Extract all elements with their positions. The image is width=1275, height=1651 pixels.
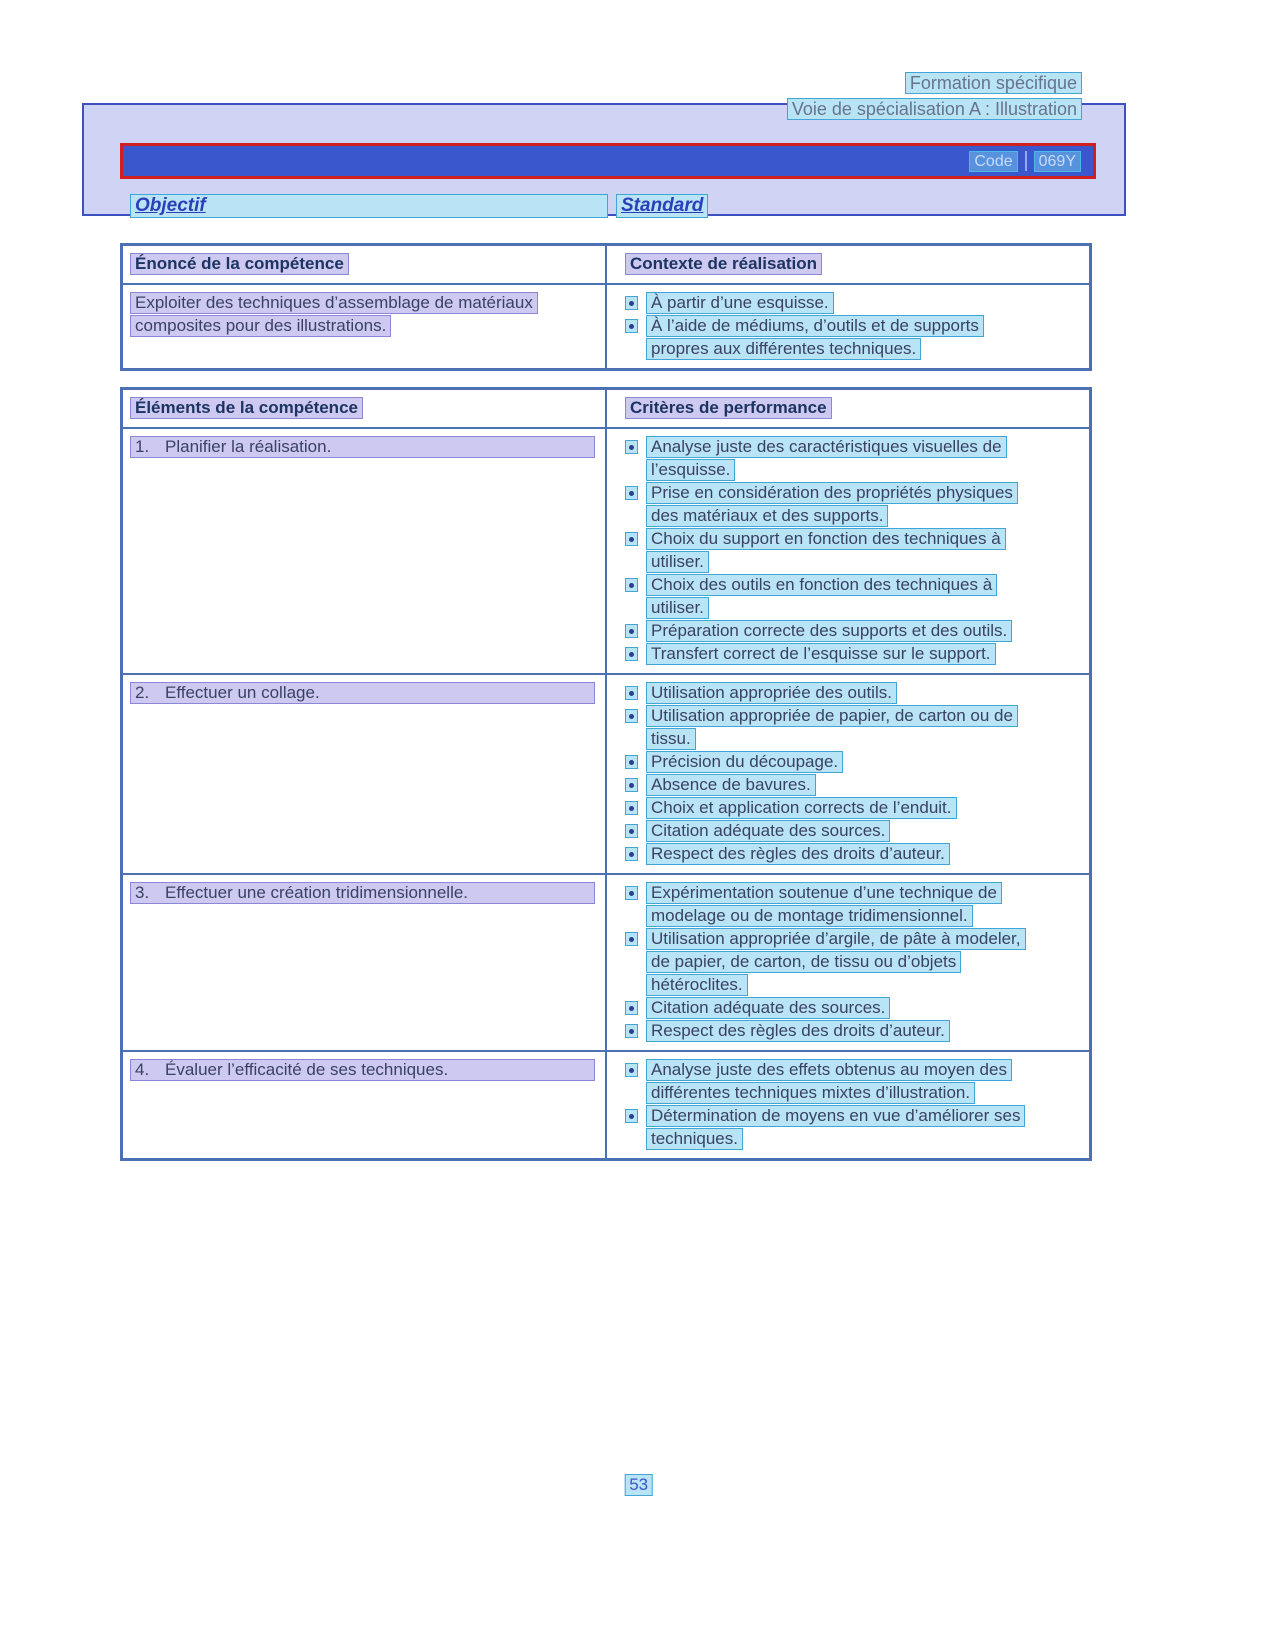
element-label-text: Effectuer une création tridimensionnelle. xyxy=(165,883,469,902)
bullet-icon xyxy=(625,1001,638,1015)
element-label xyxy=(130,1059,595,1081)
criteria-cell xyxy=(607,675,1089,873)
header-voie-specialisation: Voie de spécialisation A : Illustration xyxy=(787,98,1082,120)
bullet-icon xyxy=(625,1063,638,1077)
criteria-line: Choix et application corrects de l’enduit. xyxy=(646,797,957,819)
criteria-line: tissu. xyxy=(646,728,696,750)
element-label-cell xyxy=(123,429,607,673)
criteria-line-wrap xyxy=(646,551,1079,573)
objectif-label: Objectif xyxy=(130,194,608,218)
element-number: 4. xyxy=(135,1060,150,1079)
criteria-line: Utilisation appropriée des outils. xyxy=(646,682,897,704)
criteria-line: Citation adéquate des sources. xyxy=(646,997,890,1019)
bullet-icon xyxy=(625,532,638,546)
criteria-line-wrap xyxy=(646,620,1079,642)
statement-line: composites pour des illustrations. xyxy=(130,315,391,337)
criteria-line: Prise en considération des propriétés physiques xyxy=(646,482,1018,504)
bullet-item xyxy=(625,436,1079,482)
criteria-line-wrap xyxy=(646,436,1079,458)
statement-line-wrap xyxy=(130,292,595,314)
bullet-item xyxy=(625,482,1079,528)
criteria-line: Analyse juste des caractéristiques visuelles de xyxy=(646,436,1007,458)
bullet-item xyxy=(625,997,1079,1020)
bullet-text xyxy=(646,820,1079,843)
bullet-text xyxy=(646,482,1079,528)
element-number: 1. xyxy=(135,437,150,456)
bullet-text xyxy=(646,315,1079,361)
criteria-line: Utilisation appropriée de papier, de carton ou de xyxy=(646,705,1018,727)
bullet-icon xyxy=(625,319,638,333)
criteria-line-wrap xyxy=(646,951,1079,973)
bullet-item xyxy=(625,682,1079,705)
element-label-text: Effectuer un collage. xyxy=(165,683,320,702)
criteria-line: propres aux différentes techniques. xyxy=(646,338,921,360)
bullet-icon xyxy=(625,296,638,310)
criteria-cell xyxy=(607,875,1089,1050)
code-label: Code xyxy=(969,151,1017,172)
statement-line: Exploiter des techniques d’assemblage de matériaux xyxy=(130,292,538,314)
bullet-text xyxy=(646,751,1079,774)
bullet-item xyxy=(625,1105,1079,1151)
header-criteres-performance: Critères de performance xyxy=(625,397,832,419)
context-bullets-cell xyxy=(607,285,1089,368)
bullet-item xyxy=(625,843,1079,866)
criteria-line-wrap xyxy=(646,1059,1079,1081)
bullet-item xyxy=(625,643,1079,666)
competence-table-header xyxy=(123,246,1089,285)
criteria-line-wrap xyxy=(646,974,1079,996)
standard-label: Standard xyxy=(616,194,708,218)
header-line-wrap xyxy=(787,98,1082,120)
criteria-line: techniques. xyxy=(646,1128,743,1150)
criteria-line: Expérimentation soutenue d’une technique de xyxy=(646,882,1002,904)
criteria-line: Respect des règles des droits d’auteur. xyxy=(646,843,950,865)
bullet-item xyxy=(625,620,1079,643)
bullet-text xyxy=(646,997,1079,1020)
element-label-cell xyxy=(123,875,607,1050)
bullet-icon xyxy=(625,847,638,861)
competence-table xyxy=(120,243,1092,371)
bullet-text xyxy=(646,292,1079,315)
criteria-line-wrap xyxy=(646,774,1079,796)
criteria-line: Respect des règles des droits d’auteur. xyxy=(646,1020,950,1042)
bullet-text xyxy=(646,528,1079,574)
bullet-icon xyxy=(625,755,638,769)
bullet-icon xyxy=(625,486,638,500)
bullet-item xyxy=(625,928,1079,997)
bullet-icon xyxy=(625,1109,638,1123)
code-value: 069Y xyxy=(1034,151,1081,172)
element-label-text: Planifier la réalisation. xyxy=(165,437,332,456)
bullet-text xyxy=(646,1059,1079,1105)
criteria-line-wrap xyxy=(646,292,1079,314)
criteria-line: de papier, de carton, de tissu ou d’objets xyxy=(646,951,961,973)
bullet-item xyxy=(625,1020,1079,1043)
criteria-line: Utilisation appropriée d’argile, de pâte à modeler, xyxy=(646,928,1026,950)
elements-table-header xyxy=(123,390,1089,429)
header-cell-criteres xyxy=(607,390,1089,427)
criteria-line-wrap xyxy=(646,905,1079,927)
header-enonce-competence: Énoncé de la compétence xyxy=(130,253,349,275)
criteria-line: À l’aide de médiums, d’outils et de supports xyxy=(646,315,984,337)
bullet-icon xyxy=(625,932,638,946)
criteria-line-wrap xyxy=(646,843,1079,865)
bullet-item xyxy=(625,705,1079,751)
criteria-line: utiliser. xyxy=(646,597,709,619)
criteria-line: Détermination de moyens en vue d’améliorer ses xyxy=(646,1105,1025,1127)
statement-line-wrap xyxy=(130,315,595,337)
competence-statement-cell xyxy=(123,285,607,368)
bullet-item xyxy=(625,797,1079,820)
bullet-icon xyxy=(625,886,638,900)
element-row xyxy=(123,1050,1089,1158)
criteria-line: Absence de bavures. xyxy=(646,774,816,796)
bullet-item xyxy=(625,820,1079,843)
doc-header xyxy=(787,72,1082,124)
criteria-line-wrap xyxy=(646,574,1079,596)
element-row xyxy=(123,873,1089,1050)
bullet-item xyxy=(625,751,1079,774)
bullet-item xyxy=(625,882,1079,928)
title-band xyxy=(120,143,1096,179)
header-cell-contexte xyxy=(607,246,1089,283)
element-label-text: Évaluer l’efficacité de ses techniques. xyxy=(165,1060,449,1079)
header-cell-enonce xyxy=(123,246,607,283)
bullet-item xyxy=(625,774,1079,797)
bullet-icon xyxy=(625,686,638,700)
bullet-icon xyxy=(625,1024,638,1038)
bullet-text xyxy=(646,1020,1079,1043)
criteria-line-wrap xyxy=(646,597,1079,619)
element-label-cell xyxy=(123,1052,607,1158)
header-line-wrap xyxy=(787,72,1082,94)
criteria-line-wrap xyxy=(646,338,1079,360)
criteria-line: des matériaux et des supports. xyxy=(646,505,888,527)
bullet-text xyxy=(646,797,1079,820)
bullet-icon xyxy=(625,440,638,454)
bullet-text xyxy=(646,705,1079,751)
bullet-icon xyxy=(625,778,638,792)
element-label xyxy=(130,882,595,904)
element-label xyxy=(130,682,595,704)
criteria-line-wrap xyxy=(646,820,1079,842)
criteria-line-wrap xyxy=(646,728,1079,750)
criteria-line: Analyse juste des effets obtenus au moyen des xyxy=(646,1059,1012,1081)
criteria-line: modelage ou de montage tridimensionnel. xyxy=(646,905,973,927)
criteria-line: différentes techniques mixtes d’illustration. xyxy=(646,1082,975,1104)
criteria-line-wrap xyxy=(646,505,1079,527)
bullet-icon xyxy=(625,578,638,592)
header-formation-specifique: Formation spécifique xyxy=(905,72,1082,94)
criteria-line-wrap xyxy=(646,482,1079,504)
criteria-line-wrap xyxy=(646,705,1079,727)
header-cell-elements xyxy=(123,390,607,427)
bullet-text xyxy=(646,1105,1079,1151)
criteria-line-wrap xyxy=(646,1020,1079,1042)
criteria-cell xyxy=(607,429,1089,673)
code-separator xyxy=(1025,151,1027,171)
criteria-line: l’esquisse. xyxy=(646,459,735,481)
page-number: 53 xyxy=(624,1474,653,1496)
element-number: 2. xyxy=(135,683,150,702)
bullet-icon xyxy=(625,824,638,838)
elements-table-rows xyxy=(123,429,1089,1158)
criteria-line-wrap xyxy=(646,315,1079,337)
elements-table xyxy=(120,387,1092,1161)
element-label-cell xyxy=(123,675,607,873)
bullet-icon xyxy=(625,709,638,723)
criteria-line: Préparation correcte des supports et des outils. xyxy=(646,620,1012,642)
element-row xyxy=(123,429,1089,673)
criteria-line-wrap xyxy=(646,528,1079,550)
header-contexte-realisation: Contexte de réalisation xyxy=(625,253,822,275)
bullet-text xyxy=(646,574,1079,620)
criteria-line: Choix du support en fonction des techniques à xyxy=(646,528,1006,550)
criteria-line-wrap xyxy=(646,1128,1079,1150)
bullet-text xyxy=(646,643,1079,666)
criteria-line: utiliser. xyxy=(646,551,709,573)
bullet-text xyxy=(646,843,1079,866)
criteria-line: Précision du découpage. xyxy=(646,751,843,773)
header-elements-competence: Éléments de la compétence xyxy=(130,397,363,419)
bullet-item xyxy=(625,1059,1079,1105)
bullet-item xyxy=(625,315,1079,361)
bullet-icon xyxy=(625,647,638,661)
criteria-line-wrap xyxy=(646,882,1079,904)
bullet-text xyxy=(646,682,1079,705)
criteria-line: hétéroclites. xyxy=(646,974,748,996)
element-row xyxy=(123,673,1089,873)
criteria-line-wrap xyxy=(646,1082,1079,1104)
criteria-line-wrap xyxy=(646,643,1079,665)
page-number-wrap xyxy=(624,1474,653,1496)
bullet-item xyxy=(625,292,1079,315)
bullet-item xyxy=(625,528,1079,574)
criteria-cell xyxy=(607,1052,1089,1158)
criteria-line-wrap xyxy=(646,797,1079,819)
bullet-text xyxy=(646,882,1079,928)
competence-table-body xyxy=(123,285,1089,368)
criteria-line-wrap xyxy=(646,751,1079,773)
bullet-text xyxy=(646,436,1079,482)
bullet-icon xyxy=(625,624,638,638)
criteria-line-wrap xyxy=(646,682,1079,704)
criteria-line-wrap xyxy=(646,997,1079,1019)
criteria-line-wrap xyxy=(646,459,1079,481)
element-number: 3. xyxy=(135,883,150,902)
criteria-line-wrap xyxy=(646,928,1079,950)
element-label xyxy=(130,436,595,458)
criteria-line: Transfert correct de l’esquisse sur le support. xyxy=(646,643,996,665)
bullet-text xyxy=(646,620,1079,643)
bullet-text xyxy=(646,928,1079,997)
criteria-line: Choix des outils en fonction des techniques à xyxy=(646,574,997,596)
criteria-line: Citation adéquate des sources. xyxy=(646,820,890,842)
bullet-text xyxy=(646,774,1079,797)
bullet-item xyxy=(625,574,1079,620)
criteria-line: À partir d’une esquisse. xyxy=(646,292,834,314)
criteria-line-wrap xyxy=(646,1105,1079,1127)
bullet-icon xyxy=(625,801,638,815)
objectif-standard-row xyxy=(130,194,708,218)
